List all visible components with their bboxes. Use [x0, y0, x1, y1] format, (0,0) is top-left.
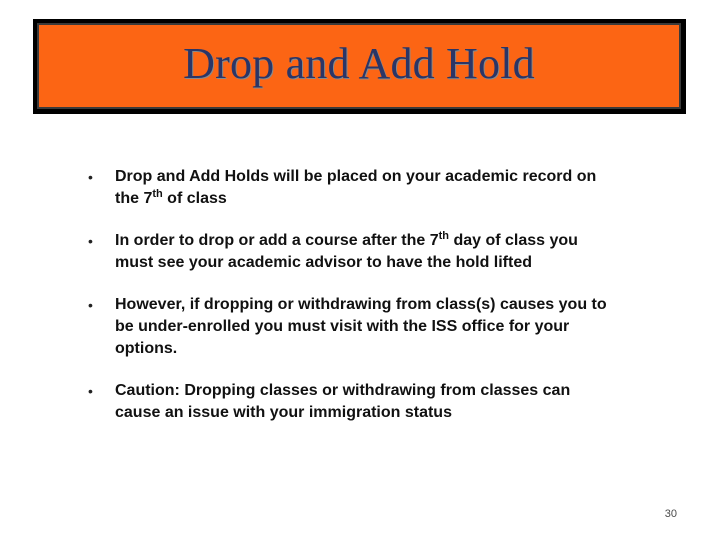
bullet-icon: •: [88, 169, 93, 185]
bullet-text: Drop and Add Holds will be placed on your academic record on the 7th of class: [115, 168, 597, 207]
bullet-icon: •: [88, 297, 93, 313]
bullet-text: Caution: Dropping classes or withdrawing from classes can cause an issue with your immigration status: [115, 382, 571, 421]
page-number: 30: [664, 508, 677, 520]
bullet-item: [88, 230, 608, 274]
bullet-text: However, if dropping or withdrawing from class(s) causes you to be under-enrolled you must visit with the ISS office for your options.: [115, 296, 607, 357]
bullet-icon: •: [88, 383, 93, 399]
title-banner: [33, 19, 686, 114]
bullet-icon: •: [88, 233, 93, 249]
bullet-list: [88, 166, 608, 424]
bullet-text: In order to drop or add a course after the 7th day of class you must see your academic advisor to have the hold lifted: [115, 230, 578, 271]
slide-title: Drop and Add Hold: [183, 38, 535, 88]
title-banner-inner: [37, 23, 681, 109]
bullet-item: [88, 294, 608, 360]
bullet-item: [88, 380, 608, 424]
bullet-item: [88, 166, 608, 210]
